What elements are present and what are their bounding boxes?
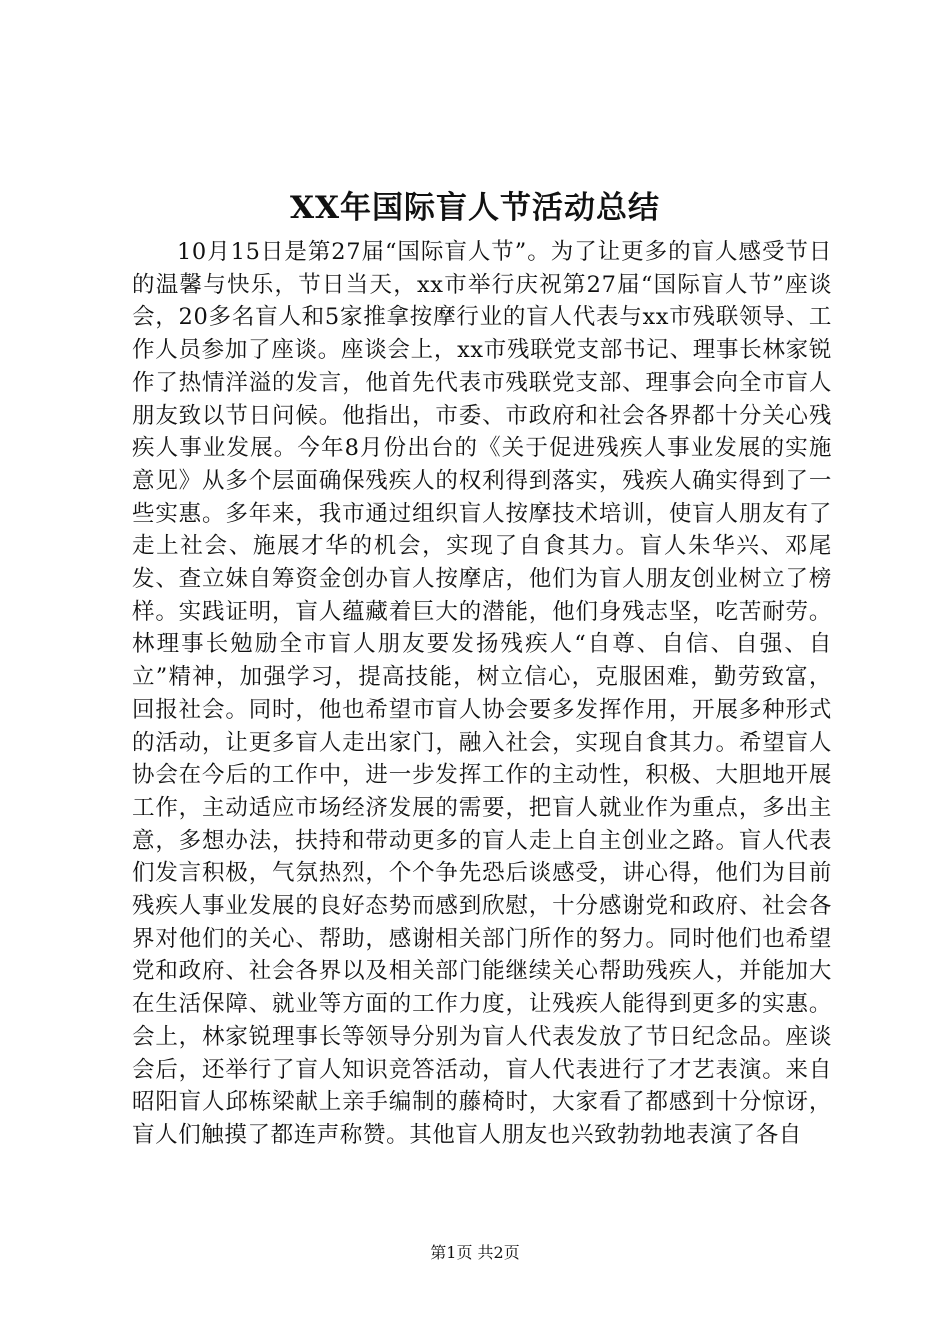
document-body-paragraph: 10月15日是第27届“国际盲人节”。为了让更多的盲人感受节日的温馨与快乐，节日当天，xx市举行庆祝第27届“国际盲人节”座谈会，20多名盲人和5家推拿按摩行业的盲人代表与xx市残联领导、工作人员参加了座谈。座谈会上，xx市残联党支部书记、理事长林家锐作了热情洋溢的发言，他首先代表市残联党支部、理事会向全市盲人朋友致以节日问候。他指出，市委、市政府和社会各界都十分关心残疾人事业发展。今年8月份出台的《关于促进残疾人事业发展的实施意见》从多个层面确保残疾人的权利得到落实，残疾人确实得到了一些实惠。多年来，我市通过组织盲人按摩技术培训，使盲人朋友有了走上社会、施展才华的机会，实现了自食其力。盲人朱华兴、邓尾发、查立妹自筹资金创办盲人按摩店，他们为盲人朋友创业树立了榜样。实践证明，盲人蕴藏着巨大的潜能，他们身残志坚，吃苦耐劳。林理事长勉励全市盲人朋友要发扬残疾人“自尊、自信、自强、自立”精神，加强学习，提高技能，树立信心，克服困难，勤劳致富，回报社会。同时，他也希望市盲人协会要多发挥作用，开展多种形式的活动，让更多盲人走出家门，融入社会，实现自食其力。希望盲人协会在今后的工作中，进一步发挥工作的主动性，积极、大胆地开展工作，主动适应市场经济发展的需要，把盲人就业作为重点，多出主意，多想办法，扶持和带动更多的盲人走上自主创业之路。盲人代表们发言积极，气氛热烈，个个争先恐后谈感受，讲心得，他们为目前残疾人事业发展的良好态势而感到欣慰，十分感谢党和政府、社会各界对他们的关心、帮助，感谢相关部门所作的努力。同时他们也希望党和政府、社会各界以及相关部门能继续关心帮助残疾人，并能加大在生活保障、就业等方面的工作力度，让残疾人能得到更多的实惠。会上，林家锐理事长等领导分别为盲人代表发放了节日纪念品。座谈会后，还举行了盲人知识竞答活动，盲人代表进行了才艺表演。来自昭阳盲人邱栋梁献上亲手编制的藤椅时，大家看了都感到十分惊讶，盲人们触摸了都连声称赞。其他盲人朋友也兴致勃勃地表演了各自 <box>132 239 832 1148</box>
document-title: XX年国际盲人节活动总结 <box>289 190 661 226</box>
page-number-footer: 第1页 共2页 <box>430 1243 520 1262</box>
